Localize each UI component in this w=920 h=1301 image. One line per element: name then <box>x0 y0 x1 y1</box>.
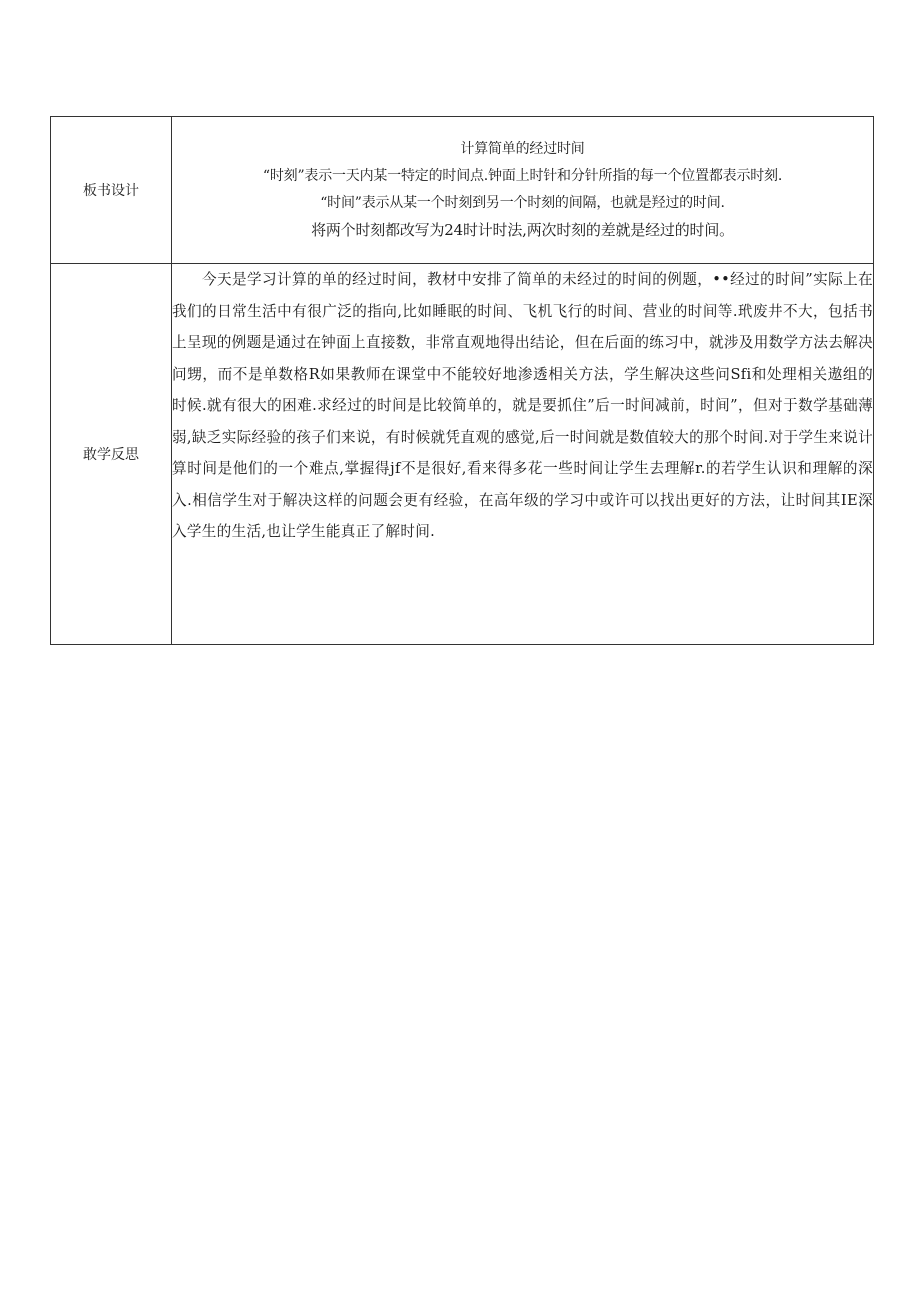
board-title: 计算简单的经过时间 <box>460 141 585 157</box>
teaching-reflection-content <box>172 264 874 645</box>
teaching-reflection-row <box>51 264 874 645</box>
board-design-label: 板书设计 <box>51 117 172 264</box>
board-design-content <box>172 117 874 264</box>
lesson-table <box>50 116 874 645</box>
teaching-reflection-label: 敢学反思 <box>51 264 172 645</box>
board-line-method: 将两个时刻都改写为24时计时法,两次时刻的差就是经过的时间。 <box>311 221 734 239</box>
board-line-duration: “时间”表示从某一个时刻到另一个时刻的间隔，也就是羟过的时间. <box>320 195 725 211</box>
board-design-row <box>51 117 874 264</box>
reflection-paragraph: 今天是学习计算的单的经过时间，教材中安排了简单的未经过的时间的例题，••经过的时间”实际上在我们的日常生活中有很广泛的指向,比如睡眠的时间、飞机飞行的时间、营业的时间等.玳废井不大，包括书上呈现的例题是通过在钟面上直接数，非常直观地得出结论，但在后面的练习中，就涉及用数学方法去解决问甥，而不是单数格R如果教师在课堂中不能较好地渗透相关方法，学生解决这些问Sfi和处理相关遨组的时候.就有很大的困难.求经过的时间是比较简单的，就是要抓住”后一时间减前，时间”，但对于数学基础薄弱,缺乏实际经验的孩子们来说，有时候就凭直观的感觉,后一时间就是数值较大的那个时间.对于学生来说计算时间是他们的一个难点,掌握得jf不是很好,看来得多花一些时间让学生去理解r.的若学生认识和理解的深入.相信学生对于解决这样的问题会更有经验，在高年级的学习中或许可以找出更好的方法，让时间其IE深入学生的生活,也让学生能真正了解时间. <box>172 271 873 540</box>
board-line-moment: “时刻”表示一天内某一特定的时间点.钟面上时针和分针所指的每一个位置都表示时刻. <box>262 168 783 184</box>
